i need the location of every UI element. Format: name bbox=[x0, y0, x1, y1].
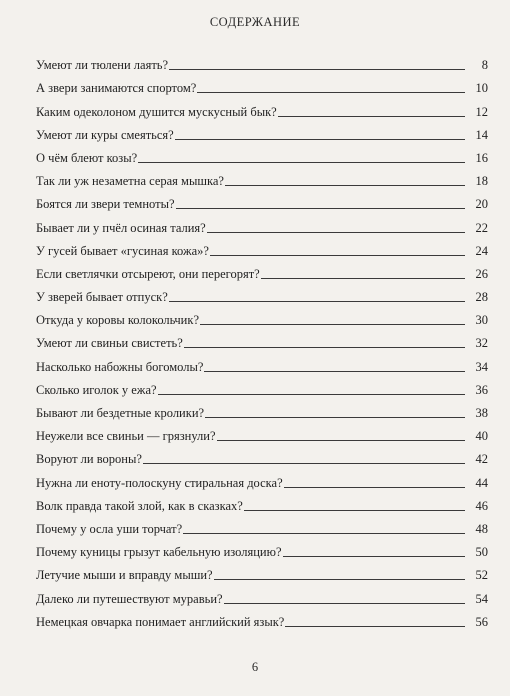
toc-entry-page: 50 bbox=[475, 545, 488, 560]
toc-entry-title: Почему куницы грызут кабельную изоляцию? bbox=[36, 545, 282, 560]
toc-leader-line bbox=[138, 162, 465, 163]
toc-entry bbox=[36, 536, 488, 559]
toc-leader-line bbox=[210, 255, 465, 256]
toc-entry-title: Летучие мыши и вправду мыши? bbox=[36, 568, 213, 583]
toc-entry-title: Насколько набожны богомолы? bbox=[36, 359, 204, 374]
toc-entry-title: Волк правда такой злой, как в сказках? bbox=[36, 498, 243, 513]
toc-leader-line bbox=[143, 463, 465, 464]
toc-leader-line bbox=[207, 232, 465, 233]
toc-leader-line bbox=[205, 417, 465, 418]
toc-leader-line bbox=[224, 603, 465, 604]
toc-entry-title: Если светлячки отсыреют, они перегорят? bbox=[36, 266, 260, 281]
toc-entry bbox=[36, 327, 488, 350]
toc-entry-title: Нужна ли еноту-полоскуну стиральная доска? bbox=[36, 475, 283, 490]
toc-entry bbox=[36, 49, 488, 72]
toc-entry bbox=[36, 350, 488, 373]
toc-entry bbox=[36, 443, 488, 466]
toc-title: СОДЕРЖАНИЕ bbox=[209, 15, 301, 29]
toc-entry-page: 54 bbox=[475, 591, 488, 606]
toc-entry bbox=[36, 397, 488, 420]
toc-entry bbox=[36, 235, 488, 258]
toc-entry bbox=[36, 119, 488, 142]
toc-leader-line bbox=[169, 301, 465, 302]
toc-entry-title: Откуда у коровы колокольчик? bbox=[36, 313, 199, 328]
toc-entry bbox=[36, 582, 488, 605]
toc-entry-page: 48 bbox=[475, 521, 488, 536]
toc-entry-title: О чём блеют козы? bbox=[36, 150, 138, 165]
toc-entry bbox=[36, 559, 488, 582]
toc-entry-title: Умеют ли куры смеяться? bbox=[36, 127, 174, 142]
toc-entry-title: Умеют ли свиньи свистеть? bbox=[36, 336, 183, 351]
toc-entry-page: 28 bbox=[475, 290, 488, 305]
toc-leader-line bbox=[175, 139, 465, 140]
toc-entry-title: Сколько иголок у ежа? bbox=[36, 382, 157, 397]
toc-entry-title: Каким одеколоном душится мускусный бык? bbox=[36, 104, 277, 119]
toc-entry-page: 52 bbox=[475, 568, 488, 583]
toc-entry-page: 40 bbox=[475, 429, 488, 444]
toc-entry-page: 44 bbox=[475, 475, 488, 490]
toc-entry bbox=[36, 165, 488, 188]
toc-leader-line bbox=[284, 487, 465, 488]
toc-entry-title: Немецкая овчарка понимает английский язык? bbox=[36, 614, 285, 629]
toc-entry bbox=[36, 281, 488, 304]
toc-entry-title: Воруют ли вороны? bbox=[36, 452, 142, 467]
toc-entry bbox=[36, 466, 488, 489]
toc-entry-page: 56 bbox=[475, 614, 488, 629]
toc-leader-line bbox=[176, 208, 465, 209]
page-number: 6 bbox=[251, 660, 259, 674]
toc-entry-title: У зверей бывает отпуск? bbox=[36, 290, 168, 305]
toc-leader-line bbox=[204, 371, 465, 372]
toc-leader-line bbox=[244, 510, 465, 511]
toc-leader-line bbox=[225, 185, 465, 186]
toc-leader-line bbox=[197, 92, 465, 93]
toc-entry-title: Неужели все свиньи — грязнули? bbox=[36, 429, 216, 444]
toc-entry-page: 24 bbox=[475, 243, 488, 258]
toc-entry bbox=[36, 72, 488, 95]
toc-entry-page: 20 bbox=[475, 197, 488, 212]
toc-entry bbox=[36, 188, 488, 211]
toc-entry bbox=[36, 490, 488, 513]
toc-leader-line bbox=[283, 556, 465, 557]
toc-entry-page: 42 bbox=[475, 452, 488, 467]
toc-entry bbox=[36, 258, 488, 281]
toc-entry-page: 34 bbox=[475, 359, 488, 374]
toc-entry-page: 12 bbox=[475, 104, 488, 119]
toc-leader-line bbox=[169, 69, 465, 70]
toc-entry-page: 8 bbox=[481, 58, 488, 73]
toc-entry bbox=[36, 420, 488, 443]
toc-entry bbox=[36, 374, 488, 397]
toc-entry-page: 10 bbox=[475, 81, 488, 96]
toc-entry-page: 26 bbox=[475, 266, 488, 281]
toc-entry bbox=[36, 606, 488, 629]
table-of-contents bbox=[36, 49, 488, 629]
toc-entry-page: 46 bbox=[475, 498, 488, 513]
toc-entry-title: Почему у осла уши торчат? bbox=[36, 521, 183, 536]
toc-entry-title: У гусей бывает «гусиная кожа»? bbox=[36, 243, 209, 258]
toc-entry bbox=[36, 95, 488, 118]
toc-entry-page: 18 bbox=[475, 174, 488, 189]
toc-leader-line bbox=[261, 278, 465, 279]
toc-entry-page: 32 bbox=[475, 336, 488, 351]
toc-leader-line bbox=[214, 579, 465, 580]
toc-entry-page: 36 bbox=[475, 382, 488, 397]
toc-entry bbox=[36, 513, 488, 536]
toc-leader-line bbox=[278, 116, 465, 117]
toc-entry bbox=[36, 142, 488, 165]
toc-entry-title: Боятся ли звери темноты? bbox=[36, 197, 175, 212]
toc-leader-line bbox=[158, 394, 465, 395]
toc-entry-title: Бывают ли бездетные кролики? bbox=[36, 406, 205, 420]
toc-entry bbox=[36, 304, 488, 327]
toc-leader-line bbox=[217, 440, 465, 441]
toc-entry-title: Далеко ли путешествуют муравьи? bbox=[36, 591, 223, 606]
toc-entry-page: 14 bbox=[475, 127, 488, 142]
toc-leader-line bbox=[285, 626, 465, 627]
toc-entry-page: 22 bbox=[475, 220, 488, 235]
toc-entry-title: А звери занимаются спортом? bbox=[36, 81, 197, 96]
toc-entry bbox=[36, 211, 488, 234]
toc-entry-page: 16 bbox=[475, 150, 488, 165]
toc-entry-title: Бывает ли у пчёл осиная талия? bbox=[36, 220, 206, 235]
toc-leader-line bbox=[183, 533, 465, 534]
toc-entry-page: 30 bbox=[475, 313, 488, 328]
toc-leader-line bbox=[184, 347, 465, 348]
toc-entry-title: Умеют ли тюлени лаять? bbox=[36, 58, 169, 73]
toc-leader-line bbox=[200, 324, 465, 325]
toc-entry-page: 38 bbox=[475, 406, 488, 420]
toc-entry-title: Так ли уж незаметна серая мышка? bbox=[36, 174, 224, 189]
